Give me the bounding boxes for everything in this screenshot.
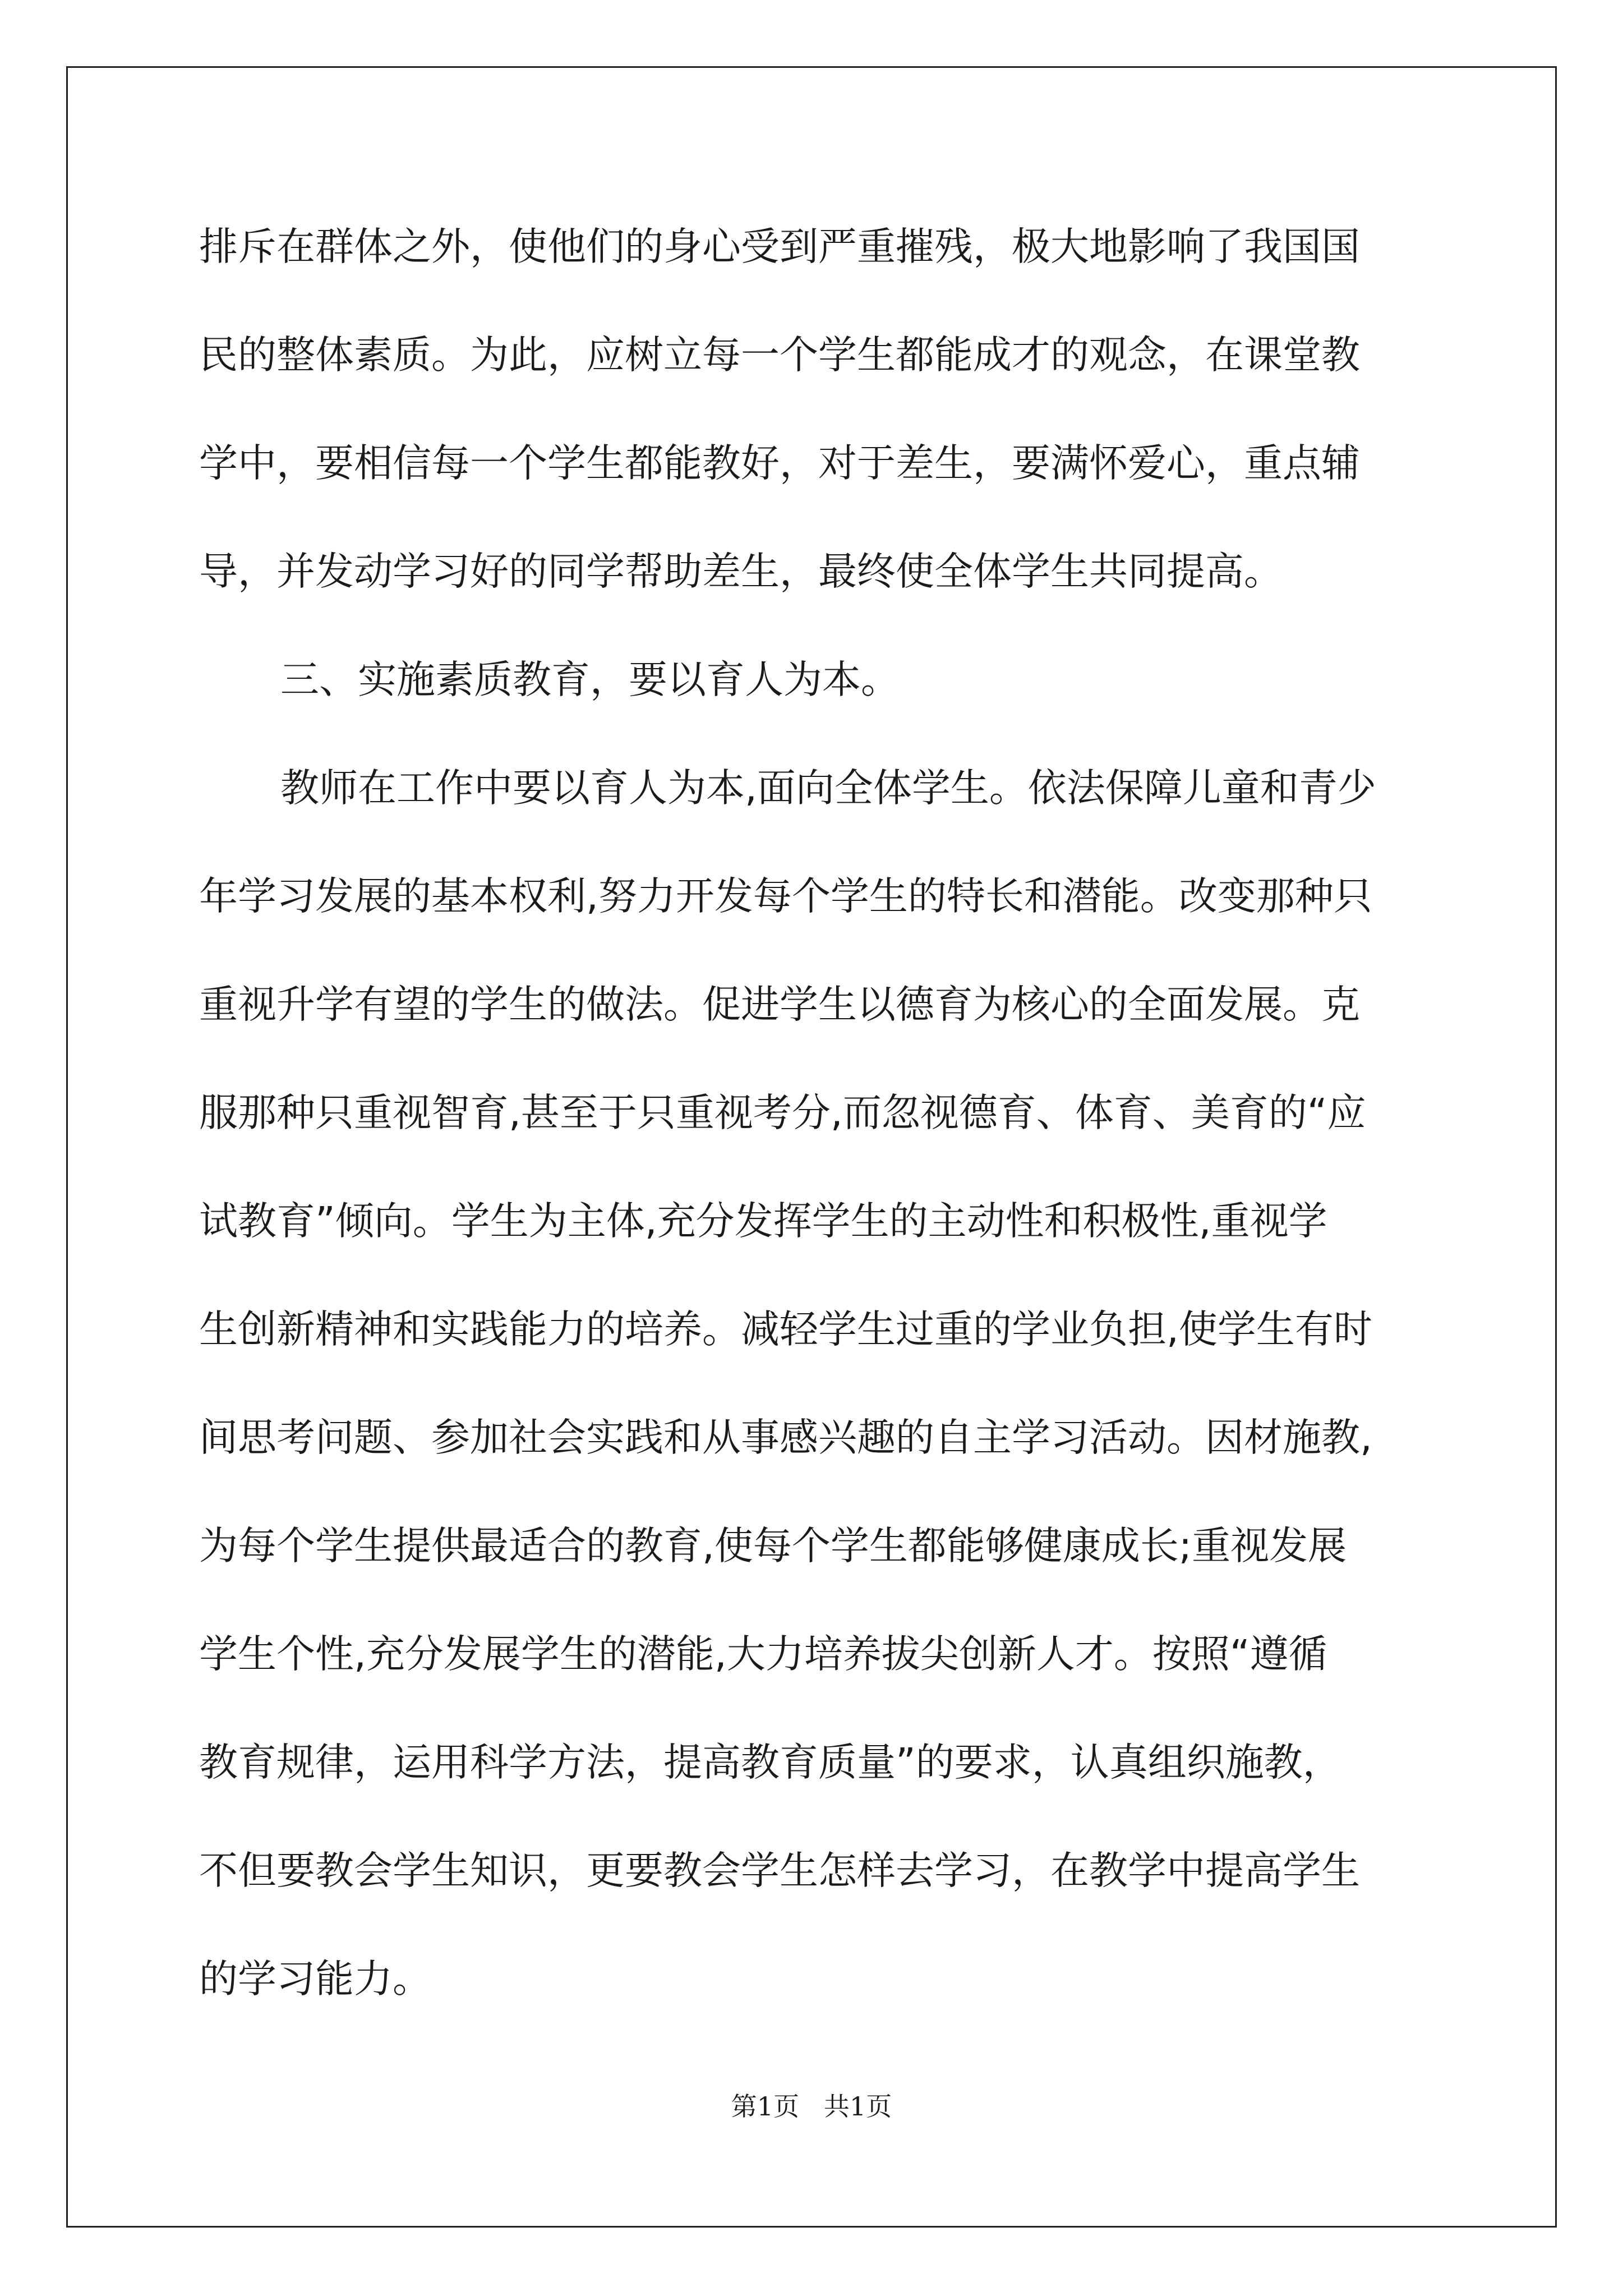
text-line: 不但要教会学生知识，更要教会学生怎样去学习，在教学中提高学生 bbox=[199, 1848, 1360, 1893]
text-line: 重视升学有望的学生的做法。促进学生以德育为核心的全面发展。克 bbox=[199, 982, 1360, 1027]
text-line: 学中，要相信每一个学生都能教好，对于差生，要满怀爱心，重点辅 bbox=[199, 441, 1360, 486]
page-footer: 第1页 共1页 bbox=[731, 2091, 892, 2122]
text-line: 服那种只重视智育,甚至于只重视考分,而忽视德育、体育、美育的“应 bbox=[199, 1091, 1366, 1135]
text-line: 年学习发展的基本权利,努力开发每个学生的特长和潜能。改变那种只 bbox=[199, 874, 1372, 919]
text-line: 教育规律，运用科学方法，提高教育质量”的要求，认真组织施教， bbox=[199, 1740, 1341, 1785]
text-line: 民的整体素质。为此，应树立每一个学生都能成才的观念，在课堂教 bbox=[199, 333, 1360, 378]
page-border bbox=[66, 66, 1557, 2228]
text-line: 为每个学生提供最适合的教育,使每个学生都能够健康成长;重视发展 bbox=[199, 1524, 1347, 1568]
text-line: 试教育”倾向。学生为主体,充分发挥学生的主动性和积极性,重视学 bbox=[199, 1199, 1327, 1244]
text-line: 导，并发动学习好的同学帮助差生，最终使全体学生共同提高。 bbox=[199, 549, 1283, 594]
text-line: 教师在工作中要以育人为本,面向全体学生。依法保障儿童和青少 bbox=[280, 766, 1376, 811]
section-heading: 三、实施素质教育，要以育人为本。 bbox=[280, 657, 900, 702]
text-line: 的学习能力。 bbox=[199, 1957, 431, 2001]
text-line: 间思考问题、参加社会实践和从事感兴趣的自主学习活动。因材施教, bbox=[199, 1415, 1372, 1460]
text-line: 学生个性,充分发展学生的潜能,大力培养拔尖创新人才。按照“遵循 bbox=[199, 1632, 1327, 1677]
text-line: 生创新精神和实践能力的培养。减轻学生过重的学业负担,使学生有时 bbox=[199, 1307, 1372, 1352]
text-line: 排斥在群体之外，使他们的身心受到严重摧残，极大地影响了我国国 bbox=[199, 224, 1360, 269]
